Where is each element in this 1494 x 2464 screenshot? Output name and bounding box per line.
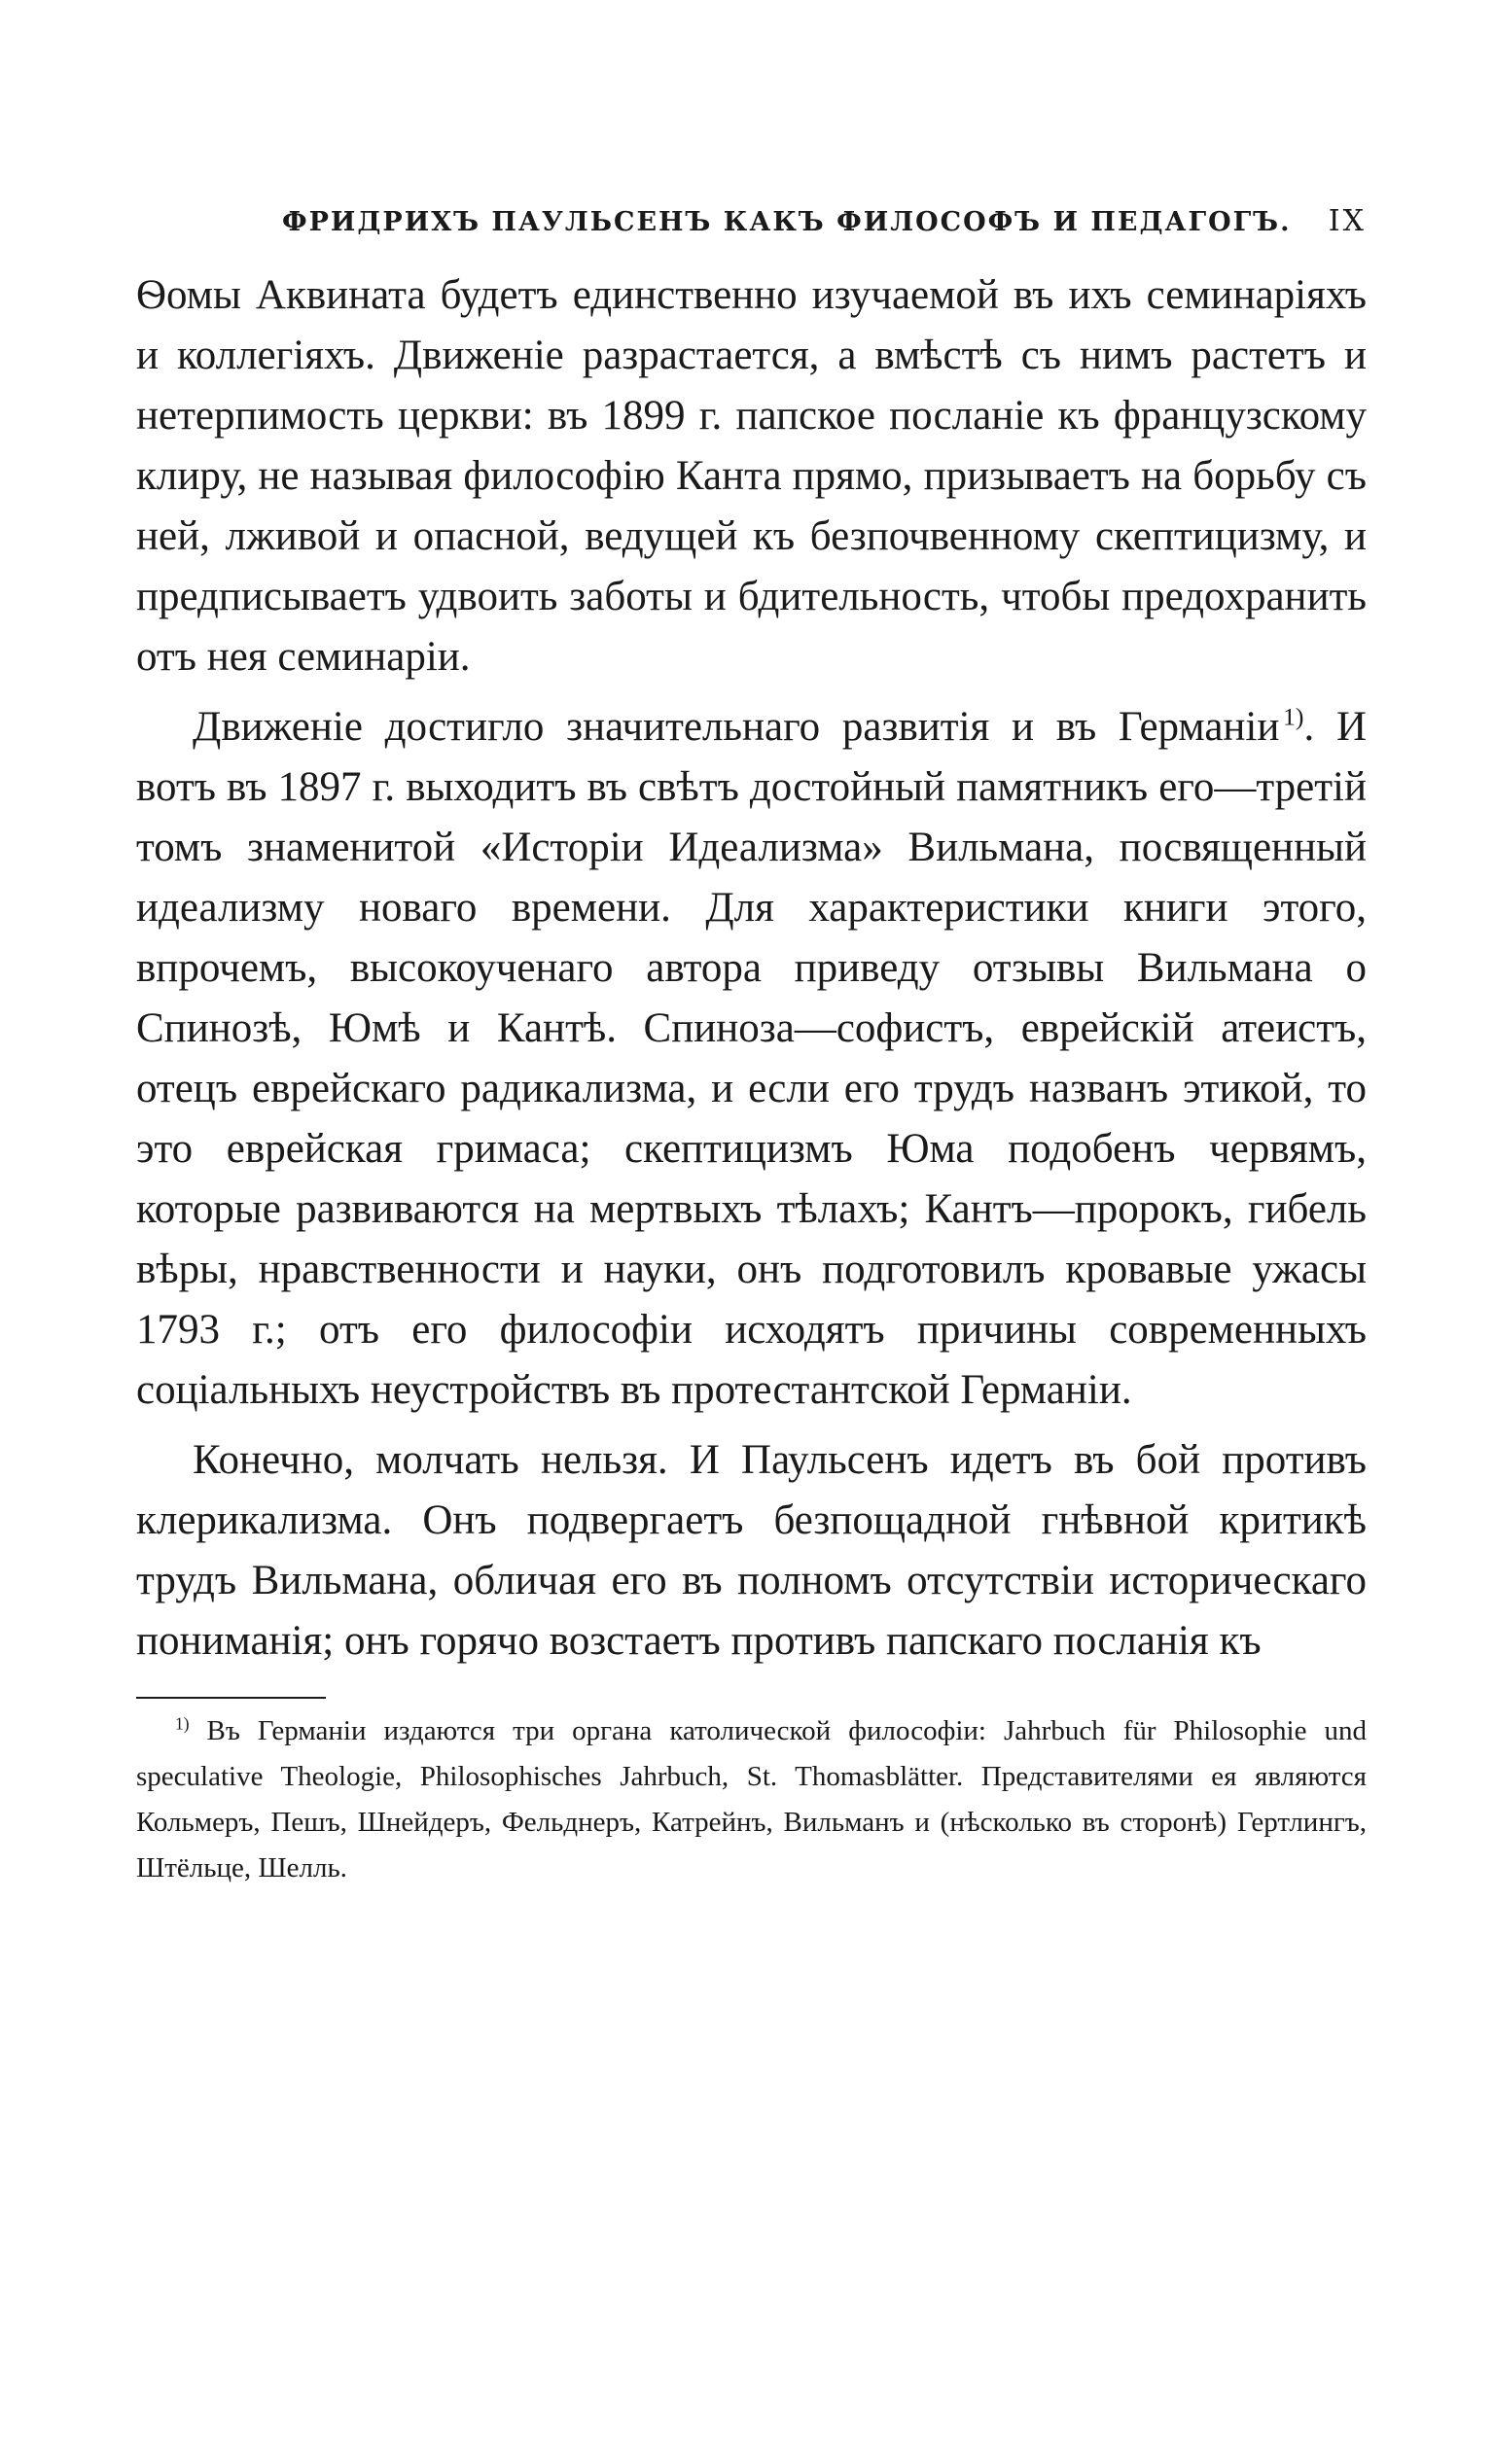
paragraph-2-start: Движеніе достигло значительнаго развитія и въ Германіи (193, 704, 1280, 750)
paragraph-1: Ѳомы Аквината будетъ единственно изучаемой въ ихъ семинаріяхъ и коллегіяхъ. Движеніе разрастается, а вмѣстѣ съ нимъ растетъ и нетерпимость церкви: въ 1899 г. папское посланіе къ французскому клиру, не называя философію Канта прямо, призываетъ на борьбу съ ней, лживой и опасной, ведущей къ безпочвенному скептицизму, и предписываетъ удвоить заботы и бдительность, чтобы предохранить отъ нея семинаріи. (136, 272, 1367, 680)
footnote-text: Въ Германіи издаются три органа католической философіи: Jahrbuch für Philosophie und speculative Theologie, Philosophisches Jahrbuch, St. Thomasblätter. Представителями ея являются Кольмеръ, Пешъ, Шнейдеръ, Фельднеръ, Катрейнъ, Вильманъ и (нѣсколько въ сторонѣ) Гертлингъ, Штёльце, Шелль. (136, 1715, 1367, 1883)
body-text (136, 265, 1367, 1672)
footnote (136, 1708, 1367, 1891)
running-head (282, 204, 1367, 238)
paragraph-3: Конечно, молчать нельзя. И Паульсенъ идетъ въ бой противъ клерикализма. Онъ подвергаетъ безпощадной гнѣвной критикѣ трудъ Вильмана, обличая его въ полномъ отсутствіи историческаго пониманія; онъ горячо возстаетъ противъ папскаго посланія къ (136, 1437, 1367, 1664)
footnote-rule (136, 1697, 326, 1699)
footnote-text-block (136, 1708, 1367, 1891)
footnote-mark: 1) (175, 1713, 190, 1734)
paragraph-2-rest: . И вотъ въ 1897 г. выходитъ въ свѣтъ достойный памятникъ его—третій томъ знаменитой «Исторіи Идеализма» Вильмана, посвященный идеализму новаго времени. Для характеристики книги этого, впрочемъ, высокоученаго автора приведу отзывы Вильмана о Спинозѣ, Юмѣ и Кантѣ. Спиноза—софистъ, еврейскій атеистъ, отецъ еврейскаго радикализма, и если его трудъ названъ этикой, то это еврейская гримаса; скептицизмъ Юма подобенъ червямъ, которые развиваются на мертвыхъ тѣлахъ; Кантъ—пророкъ, гибель вѣры, нравственности и науки, онъ подготовилъ кровавые ужасы 1793 г.; отъ его философіи исходятъ причины современныхъ соціальныхъ неустройствъ въ протестантской Германіи. (136, 704, 1367, 1413)
running-head-title: ФРИДРИХЪ ПАУЛЬСЕНЪ КАКЪ ФИЛОСОФЪ И ПЕДАГОГЪ. (282, 207, 1292, 237)
book-page (136, 204, 1367, 1891)
paragraph-2 (136, 697, 1367, 1421)
page-number: IX (1328, 204, 1367, 238)
footnote-reference: 1) (1282, 702, 1304, 731)
